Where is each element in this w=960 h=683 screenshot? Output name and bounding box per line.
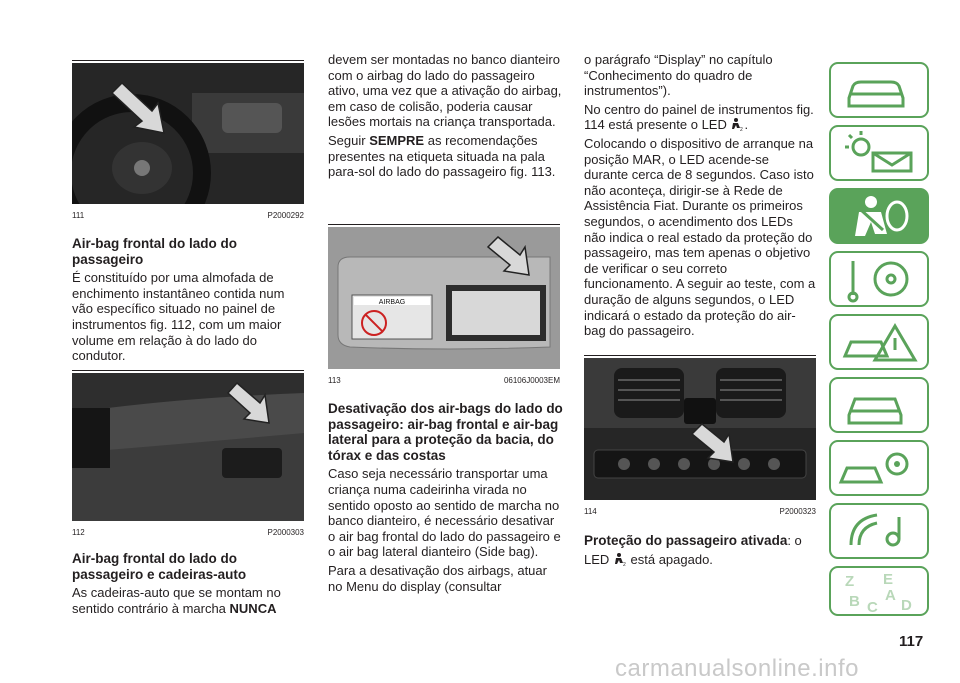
- column-2-text: [328, 52, 562, 183]
- passenger-airbag-off-icon: [730, 117, 744, 131]
- figure-111-caption: [72, 211, 304, 220]
- column-3-text: [584, 52, 816, 342]
- warning-lights-icon: [831, 127, 927, 179]
- paragraph: É constituído por uma almofada de enchimento instantâneo contida num vão específico situado no painel de instrumentos fig. 112, com um maior volume em relação à do lado do condutor.: [72, 270, 285, 364]
- figure-code: P2000303: [267, 528, 304, 537]
- figure-number: 113: [328, 376, 341, 385]
- figure-113-caption: [328, 376, 560, 385]
- index-icon: [831, 568, 927, 614]
- tab-maintenance[interactable]: [829, 377, 929, 433]
- column-2-text-2: [328, 401, 564, 597]
- figure-number: 111: [72, 211, 85, 220]
- paragraph: [72, 585, 308, 616]
- paragraph: devem ser montadas no banco dianteiro com o airbag do lado do passageiro ativo, uma vez que a ativação do airbag, em caso de colisão, poderia causar lesões mortais na criança transportada.: [328, 52, 562, 130]
- paragraph-text: .: [744, 117, 749, 133]
- tab-emergency[interactable]: [829, 314, 929, 370]
- figure-number: 112: [72, 528, 85, 537]
- figure-114-caption: [584, 507, 816, 516]
- figure-rule: [328, 224, 560, 225]
- tab-index[interactable]: [829, 566, 929, 616]
- tab-steering[interactable]: [829, 251, 929, 307]
- paragraph: [584, 533, 816, 549]
- watermark: carmanualsonline.info: [615, 655, 859, 682]
- index-letter: A: [885, 587, 896, 604]
- section-heading: Desativação dos air-bags do lado do passageiro: air-bag frontal e air-bag lateral para a proteção da bacia, do tórax e das costas: [328, 401, 563, 463]
- maintenance-icon: [831, 379, 927, 431]
- index-letter: C: [867, 599, 878, 614]
- tab-car[interactable]: [829, 62, 929, 118]
- emphasis-text: SEMPRE: [369, 132, 425, 148]
- svg-text:2: 2: [622, 561, 626, 566]
- figure-number: 114: [584, 507, 597, 516]
- paragraph: Para a desativação dos airbags, atuar no Menu do display (consultar: [328, 562, 547, 594]
- figure-rule: [72, 370, 304, 371]
- top-rule: [72, 60, 304, 61]
- tab-multimedia[interactable]: [829, 503, 929, 559]
- section-heading: Air-bag frontal do lado do passageiro: [72, 236, 237, 267]
- paragraph-text: as recomendações presentes na etiqueta situada na pala para-sol do lado do passageiro fig. 113.: [328, 132, 556, 180]
- airbag-label-text: AIRBAG: [378, 299, 406, 306]
- figure-114-image: [584, 358, 816, 500]
- figure-code: P2000323: [779, 507, 816, 516]
- figure-113-image: [328, 227, 560, 369]
- emphasis-text: NUNCA: [229, 600, 277, 616]
- paragraph: [584, 552, 816, 568]
- steering-wheel-icon: [831, 253, 927, 305]
- figure-111-image: [72, 63, 304, 204]
- paragraph: Caso seja necessário transportar uma criança numa cadeirinha virada no sentido oposto ao sentido de marcha no banco dianteiro, é necessário desativar o air bag frontal do lado do passageiro e o air bag lateral dianteiro (Side bag).: [328, 466, 561, 560]
- paragraph: [584, 102, 816, 133]
- column-3-text-2: [584, 533, 816, 570]
- paragraph: [328, 133, 562, 180]
- specifications-icon: [831, 442, 927, 494]
- figure-rule: [584, 355, 816, 356]
- page-number: 117: [899, 633, 924, 650]
- column-1-text-2: [72, 551, 308, 619]
- passenger-airbag-off-icon: [613, 552, 627, 566]
- seatbelt-airbag-icon: [831, 190, 927, 242]
- multimedia-icon: [831, 505, 927, 557]
- paragraph-text: : o: [787, 533, 802, 548]
- section-heading: Air-bag frontal do lado do passageiro e cadeiras-auto: [72, 551, 247, 582]
- emergency-icon: [831, 316, 927, 368]
- index-letter: D: [901, 597, 912, 614]
- index-letter: E: [883, 571, 894, 588]
- figure-code: P2000292: [267, 211, 304, 220]
- figure-112-caption: [72, 528, 304, 537]
- svg-text:2: 2: [740, 127, 744, 132]
- paragraph: o parágrafo “Display” no capítulo “Conhecimento do quadro de instrumentos”).: [584, 52, 773, 99]
- column-1-text: [72, 236, 308, 367]
- car-icon: [831, 64, 927, 116]
- section-heading: Proteção do passageiro ativada: [584, 533, 788, 548]
- paragraph-text: está apagado.: [626, 551, 713, 567]
- paragraph-text: As cadeiras-auto que se montam no sentido contrário à marcha: [72, 585, 281, 616]
- tab-seatbelt-airbag[interactable]: [829, 188, 929, 244]
- paragraph-text: LED: [584, 551, 613, 567]
- figure-code: 06106J0003EM: [503, 376, 560, 385]
- paragraph-text: Seguir: [328, 132, 370, 148]
- index-letter: Z: [845, 573, 855, 590]
- paragraph-text: No centro do painel de instrumentos fig. 114 está presente o LED: [584, 101, 814, 133]
- figure-112-image: [72, 373, 304, 521]
- tab-warning-lights[interactable]: [829, 125, 929, 181]
- paragraph: Colocando o dispositivo de arranque na posição MAR, o LED acende-se durante cerca de 8 segundos. Caso isto não aconteça, dirigir-se à Rede de Assistência Fiat. Durante os primeiros segundos, o acendimento dos LEDs não indica o real estado da proteção do passageiro, mas tem apenas o objetivo de verificar o seu correto funcionamento. A seguir ao teste, com a duração de alguns segundos, o LED indicará o estado da proteção do air-bag do passageiro.: [584, 135, 816, 339]
- tab-specifications[interactable]: [829, 440, 929, 496]
- index-letter: B: [849, 593, 860, 610]
